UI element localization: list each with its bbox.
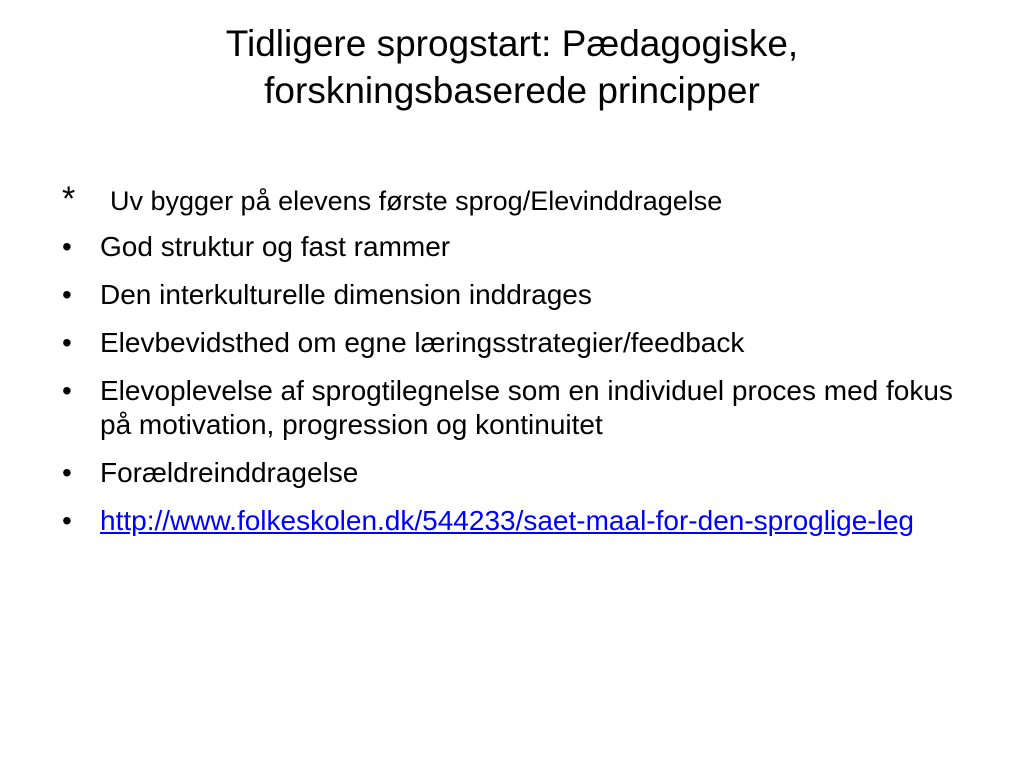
bullet-icon: • bbox=[62, 279, 72, 310]
bullet-icon: • bbox=[62, 231, 72, 262]
asterisk-marker: * bbox=[62, 180, 76, 218]
lead-item-text: Uv bygger på elevens første sprog/Elevinddragelse bbox=[110, 186, 723, 216]
list-item-link bbox=[58, 504, 978, 538]
list-item bbox=[58, 326, 978, 360]
folkeskolen-link[interactable]: http://www.folkeskolen.dk/544233/saet-maal-for-den-sproglige-leg bbox=[100, 505, 914, 536]
bullet-icon: • bbox=[62, 457, 72, 488]
bullet-icon: • bbox=[62, 375, 72, 406]
list-item-text: Forældreinddragelse bbox=[100, 457, 359, 488]
bullet-icon: • bbox=[62, 327, 72, 358]
lead-item bbox=[58, 182, 978, 218]
list-item-text: Elevbevidsthed om egne læringsstrategier/feedback bbox=[100, 327, 745, 358]
bullet-list bbox=[58, 230, 978, 538]
list-item bbox=[58, 456, 978, 490]
list-item bbox=[58, 230, 978, 264]
slide-content bbox=[58, 182, 978, 552]
list-item-text: God struktur og fast rammer bbox=[100, 231, 451, 262]
list-item-text: Elevoplevelse af sprogtilegnelse som en individuel proces med fokus på motivation, progression og kontinuitet bbox=[100, 375, 953, 440]
bullet-icon: • bbox=[62, 505, 72, 536]
list-item-text: Den interkulturelle dimension inddrages bbox=[100, 279, 592, 310]
list-item bbox=[58, 278, 978, 312]
slide-title-line-1: Tidligere sprogstart: Pædagogiske, bbox=[225, 23, 799, 64]
slide-title-line-2: forskningsbaserede principper bbox=[264, 70, 760, 111]
slide-title bbox=[60, 20, 964, 114]
list-item bbox=[58, 374, 978, 442]
